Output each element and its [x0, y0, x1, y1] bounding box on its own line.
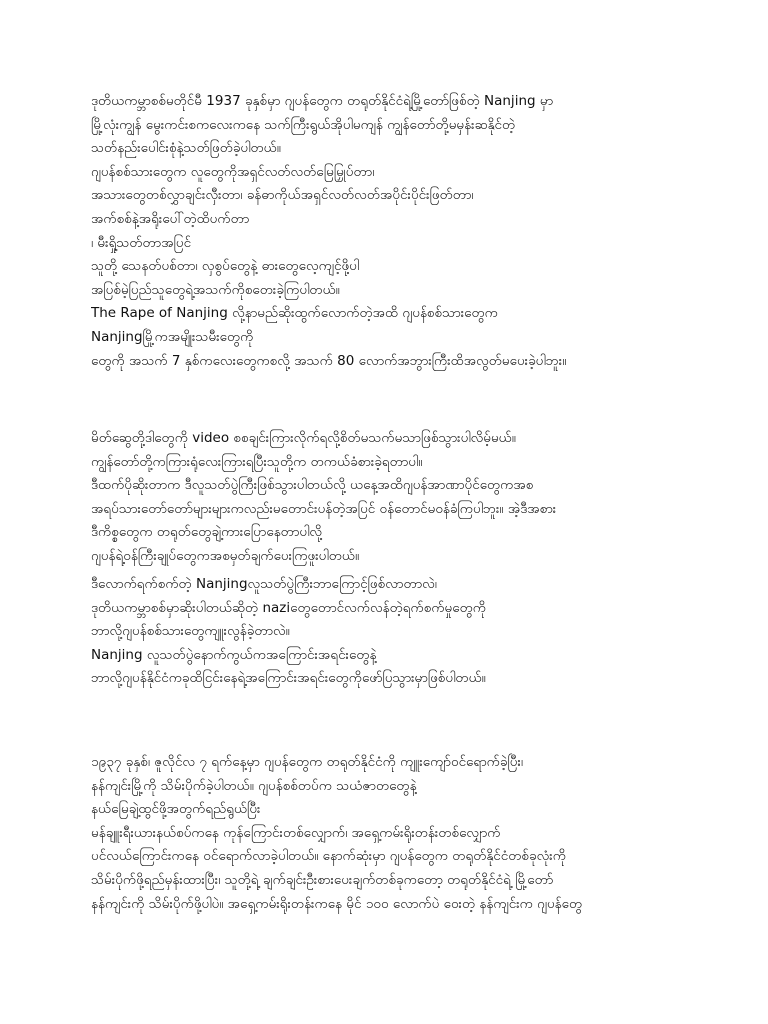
paragraph-nanjing-massacre-intro: [91, 90, 711, 373]
text-line: နန်ကျင်းကို သိမ်းပိုက်ဖို့ပါပဲ။ အရှေ့ကမ်းရိုးတန်းကနေ မိုင် ၁၀၀ လောက်ပဲ ဝေးတဲ့ နန်ကျင်းက ဂျပန်တွေ: [91, 895, 583, 912]
text-line: နယ်မြေချဲ့ထွင်ဖို့အတွက်ရည်ရွယ်ပြီး: [91, 801, 261, 818]
text-line: မိတ်ဆွေတို့ဒါတွေကို video စစချင်းကြားလိုက်ရလို့စိတ်မသက်မသာဖြစ်သွားပါလိမ့်မယ်။: [91, 430, 516, 446]
text-line: သတ်နည်းပေါင်းစုံနဲ့သတ်ဖြတ်ခဲ့ပါတယ်။: [91, 140, 281, 157]
text-line: ဒုတိယကမ္ဘာစစ်မတိုင်မီ 1937 ခုနှစ်မှာ ဂျပန်တွေက တရုတ်နိုင်ငံရဲ့မြို့တော်ဖြစ်တဲ့ Nanjing မှာ: [91, 93, 554, 109]
paragraph-why-questions: [91, 573, 711, 691]
text-line: ဘာလို့ဂျပန်စစ်သားတွေကျူးလွန်ခဲ့တာလဲ။: [91, 623, 290, 640]
text-line: ဒီထက်ပိုဆိုးတာက ဒီလူသတ်ပွဲကြီးဖြစ်သွားပါတယ်လို့ ယနေ့အထိဂျပန်အာဏာပိုင်တွေကအစ: [91, 477, 534, 494]
text-line: နန်ကျင်းမြို့ကို သိမ်းပိုက်ခဲ့ပါတယ်။ ဂျပန်စစ်တပ်က သယံဇာတတွေနဲ့: [91, 777, 417, 794]
text-line: တွေကို အသက် 7 နှစ်ကလေးတွေကစလို့ အသက် 80 လောက်အဘွားကြီးထိအလွတ်မပေးခဲ့ပါဘူး။: [91, 352, 567, 369]
text-line: ၁၉၃၇ ခုနှစ်၊ ဇူလိုင်လ ၇ ရက်နေ့မှာ ဂျပန်တွေက တရုတ်နိုင်ငံကို ကျူးကျော်ဝင်ရောက်ခဲ့ပြီး၊: [91, 754, 524, 770]
text-line: မြို့လုံးကျွန် မွေးကင်းစကလေးကနေ သက်ကြီးရွယ်အိုပါမကျန် ကျွန်တော်တို့မမှန်းဆနိုင်တဲ့: [91, 116, 516, 133]
text-line: Nanjingမြို့ကအမျိုးသမီးတွေကို: [91, 328, 254, 345]
text-line: ပင်လယ်ကြောင်းကနေ ဝင်ရောက်လာခဲ့ပါတယ်။ နောက်ဆုံးမှာ ဂျပန်တွေက တရုတ်နိုင်ငံတစ်ခုလုံးကို: [91, 848, 566, 865]
text-line: Nanjing လူသတ်ပွဲနောက်ကွယ်ကအကြောင်းအရင်းတွေနဲ့: [91, 646, 377, 663]
text-line: အပြစ်မဲ့ပြည်သူတွေရဲ့အသက်ကိုစတေးခဲ့ကြပါတယ်။: [91, 281, 340, 298]
paragraph-1937-invasion: [91, 751, 711, 916]
text-line: ကျွန်တော်တို့ကကြားရုံလေးကြားရပြီးသူတို့က တကယ်ခံစားခဲ့ရတာပါ။: [91, 453, 423, 470]
text-line: အက်စစ်နဲ့အရိုးပေါ်တဲ့ထိပက်တာ: [91, 210, 250, 227]
text-line: ဂျပန်စစ်သားတွေက လူတွေကိုအရှင်လတ်လတ်မြေမြှုပ်တာ၊: [91, 163, 375, 180]
paragraph-japan-denial: [91, 427, 711, 569]
text-line: The Rape of Nanjing လို့နာမည်ဆိုးထွက်လောက်တဲ့အထိ ဂျပန်စစ်သားတွေက: [91, 305, 498, 322]
text-line: မန်ချူးရီးယားနယ်စပ်ကနေ ကုန်ကြောင်းတစ်လျှောက်၊ အရှေ့ကမ်းရိုးတန်းတစ်လျှောက်: [91, 824, 501, 841]
text-line: ဘာလို့ဂျပန်နိုင်ငံကခုထိငြင်းနေရဲ့အကြောင်းအရင်းတွေကိုဖော်ပြသွားမှာဖြစ်ပါတယ်။: [91, 670, 486, 687]
text-line: ဒီကိစ္စတွေက တရုတ်တွေချဲ့ကားပြောနေတာပါလို့: [91, 524, 323, 541]
text-line: ဂျပန်ရဲ့ဝန်ကြီးချုပ်တွေကအစမှတ်ချက်ပေးကြဖူးပါတယ်။: [91, 547, 360, 564]
text-line: ဒီလောက်ရက်စက်တဲ့ Nanjingလူသတ်ပွဲကြီးဘာကြောင့်ဖြစ်လာတာလဲ၊: [91, 576, 437, 592]
text-line: အသားတွေတစ်လွှာချင်းလှီးတာ၊ ခန်ဓာကိုယ်အရှင်လတ်လတ်အပိုင်းပိုင်းဖြတ်တာ၊: [91, 187, 474, 204]
text-line: ဒုတိယကမ္ဘာစစ်မှာဆိုးပါတယ်ဆိုတဲ့ naziတွေတောင်လက်လန်တဲ့ရက်စက်မှုတွေကို: [91, 599, 486, 616]
text-line: သူတို့ သေနတ်ပစ်တာ၊ လှစွပ်တွေနဲ့ ဓားတွေလေ့ကျင့်ဖို့ပါ: [91, 258, 360, 275]
text-line: ၊ မီးရှို့သတ်တာအပြင်: [91, 234, 192, 251]
text-line: အရပ်သားတော်တော်များများကလည်းမတောင်းပန်တဲ့အပြင် ဝန်တောင်မဝန်ခံကြပါဘူး။ အဲ့ဒီအစား: [91, 500, 557, 517]
text-line: သိမ်းပိုက်ဖို့ရည်မှန်းထားပြီး၊ သူတို့ရဲ့ ချက်ချင်းဦးစားပေးချက်တစ်ခုကတော့ တရုတ်နိုင်ငံရဲ့ မြို့တော်: [91, 871, 554, 888]
